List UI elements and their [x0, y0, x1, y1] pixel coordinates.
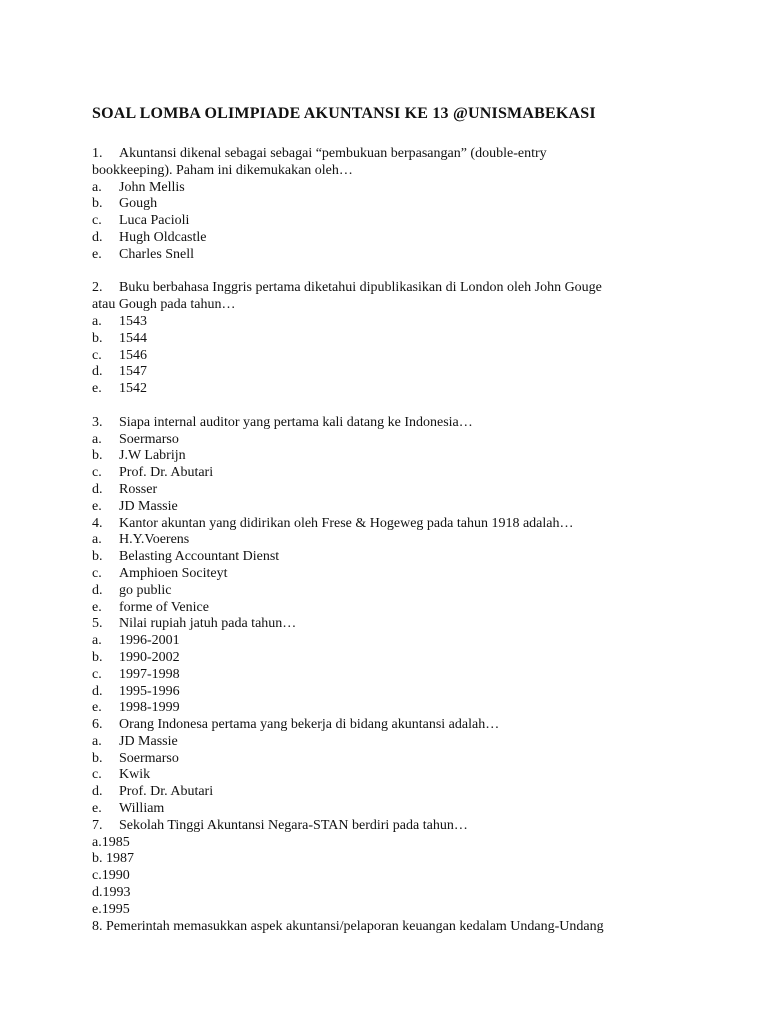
option-b: b. Soermarso: [92, 750, 179, 766]
option-c: c. Amphioen Sociteyt: [92, 565, 228, 581]
option-c: c. 1997-1998: [92, 666, 180, 682]
option-e: e. Charles Snell: [92, 246, 195, 262]
option-d: d. go public: [92, 582, 172, 598]
option-c: c. Prof. Dr. Abutari: [92, 465, 214, 481]
question-6: [92, 717, 732, 818]
document-title: SOAL LOMBA OLIMPIADE AKUNTANSI KE 13 @UNISMABEKASI: [92, 105, 596, 122]
question-5: [92, 616, 732, 717]
option-a: a. John Mellis: [92, 179, 185, 195]
question-text: 7. Sekolah Tinggi Akuntansi Negara-STAN berdiri pada tahun…: [92, 817, 468, 833]
question-4: [92, 516, 732, 617]
option-a: a. 1996-2001: [92, 633, 180, 649]
option-a: a. H.Y.Voerens: [92, 532, 190, 548]
option-d: d. Prof. Dr. Abutari: [92, 784, 214, 800]
option-e: e. 1542: [92, 381, 147, 397]
option-b: b. 1544: [92, 330, 147, 346]
question-text: 8. Pemerintah memasukkan aspek akuntansi/pelaporan keuangan kedalam Undang-Undang: [92, 918, 604, 934]
question-1: [92, 146, 732, 264]
question-number: 6.: [92, 717, 103, 733]
question-number: 8.: [92, 918, 103, 934]
question-8: [92, 919, 732, 936]
option-b: b. J.W Labrijn: [92, 448, 186, 464]
question-text: 6. Orang Indonesa pertama yang bekerja di bidang akuntansi adalah…: [92, 717, 500, 733]
option-c: c. Luca Pacioli: [92, 213, 190, 229]
option-c: c. 1546: [92, 347, 147, 363]
question-2: [92, 280, 732, 398]
option-b: b. 1990-2002: [92, 649, 180, 665]
option-d: d.1993: [92, 885, 131, 901]
question-7: [92, 818, 732, 919]
spacer: [92, 398, 732, 415]
option-a: a. Soermarso: [92, 431, 179, 447]
question-text: 5. Nilai rupiah jatuh pada tahun…: [92, 616, 297, 632]
document-page: [92, 104, 732, 935]
question-text: 4. Kantor akuntan yang didirikan oleh Frese & Hogeweg pada tahun 1918 adalah…: [92, 515, 574, 531]
option-a: a. 1543: [92, 313, 147, 329]
question-number: 1.: [92, 146, 103, 161]
spacer: [92, 264, 732, 281]
question-text: 3. Siapa internal auditor yang pertama kali datang ke Indonesia…: [92, 414, 473, 430]
question-number: 7.: [92, 817, 103, 833]
question-number: 2.: [92, 280, 103, 296]
question-number: 5.: [92, 616, 103, 632]
option-a: a.1985: [92, 834, 130, 850]
question-number: 4.: [92, 515, 103, 531]
option-e: e. William: [92, 801, 165, 817]
question-text-continued: bookkeeping). Paham ini dikemukakan oleh…: [92, 162, 353, 178]
option-e: e. JD Massie: [92, 498, 178, 514]
option-e: e. 1998-1999: [92, 700, 180, 716]
question-3: [92, 415, 732, 516]
question-text: 1. Akuntansi dikenal sebagai sebagai “pembukuan berpasangan” (double-entry: [92, 146, 547, 161]
option-b: b. Belasting Accountant Dienst: [92, 549, 280, 565]
option-e: e.1995: [92, 901, 130, 917]
question-number: 3.: [92, 414, 103, 430]
option-e: e. forme of Venice: [92, 599, 209, 615]
question-text-continued: atau Gough pada tahun…: [92, 297, 236, 313]
option-d: d. 1547: [92, 364, 147, 380]
option-d: d. Hugh Oldcastle: [92, 229, 207, 245]
option-c: c. Kwik: [92, 767, 151, 783]
option-c: c.1990: [92, 868, 130, 884]
option-a: a. JD Massie: [92, 733, 178, 749]
option-d: d. Rosser: [92, 481, 158, 497]
option-b: b. 1987: [92, 851, 134, 867]
option-d: d. 1995-1996: [92, 683, 180, 699]
question-text: 2. Buku berbahasa Inggris pertama diketahui dipublikasikan di London oleh John Gouge: [92, 280, 602, 296]
option-b: b. Gough: [92, 196, 158, 212]
